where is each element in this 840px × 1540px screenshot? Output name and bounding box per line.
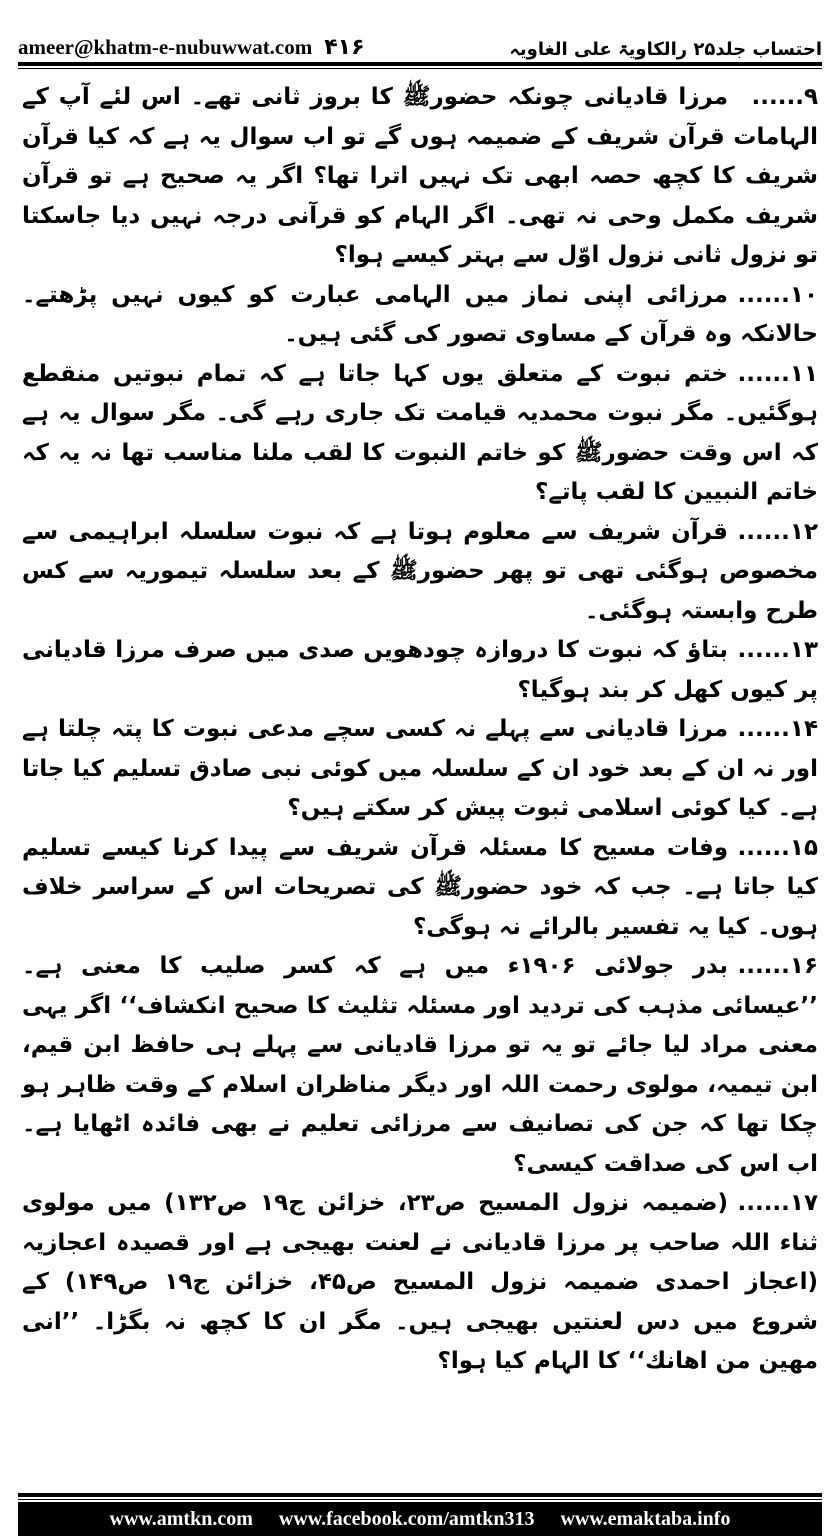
question-text: بتاؤ کہ نبوت کا دروازہ چودھویں صدی میں صرف مرزا قادیانی پر کیوں کھل کر بند ہوگیا؟ [22,637,818,703]
question-number: ۱۲...... [737,518,818,545]
page-footer [18,1502,822,1536]
footer-link-emaktaba[interactable]: www.emaktaba.info [560,1507,731,1530]
question-number: ۱۵...... [737,834,818,861]
question-number: ۱۰...... [737,281,818,308]
question-text: ختم نبوت کے متعلق یوں کہا جاتا ہے کہ تمام نبوتیں منقطع ہوگئیں۔ مگر نبوت محمدیہ قیامت تک جاری رہے گی۔ مگر سوال یہ ہے کہ اس وقت حضورﷺ کو خاتم النبوت کا لقب ملنا مناسب تھا نہ یہ کہ خاتم النبیین کا لقب پاتے؟ [22,360,818,505]
header-left [18,35,365,60]
footer-link-facebook[interactable]: www.facebook.com/amtkn313 [278,1507,535,1530]
question-text: مرزائی اپنی نماز میں الہامی عبارت کو کیوں نہیں پڑھتے۔ حالانکہ وہ قرآن کے مساوی تصور کی گئی ہیں۔ [22,281,818,347]
question-item [22,1184,818,1382]
question-text: قرآن شریف سے معلوم ہوتا ہے کہ نبوت سلسلہ ابراہیمی سے مخصوص ہوگئی تھی تو پھر حضورﷺ کے بعد سلسلہ تیموریہ سے کس طرح وابستہ ہوگئی۔ [22,518,818,624]
question-text: مرزا قادیانی سے پہلے نہ کسی سچے مدعی نبوت کا پتہ چلتا ہے اور نہ ان کے بعد خود ان کے سلسلہ میں کوئی نبی صادق تسلیم کیا جاتا ہے۔ کیا کوئی اسلامی ثبوت پیش کر سکتے ہیں؟ [22,716,818,821]
question-text: وفات مسیح کا مسئلہ قرآن شریف سے پیدا کرنا کیسے تسلیم کیا جاتا ہے۔ جب کہ خود حضورﷺ کی تصریحات اس کے سراسر خلاف ہوں۔ کیا یہ تفسیر بالرائے نہ ہوگی؟ [22,834,818,940]
header-email: ameer@khatm-e-nubuwwat.com [18,35,313,59]
question-number: ۹...... [751,84,818,110]
question-number: ۱۶...... [737,953,818,979]
question-text: (ضمیمہ نزول المسیح ص۲۳، خزائن ج۱۹ ص۱۳۲) میں مولوی ثناء اللہ صاحب پر مرزا قادیانی نے لعنت بھیجی ہے اور قصیدہ اعجازیہ (اعجاز احمدی ضمیمہ نزول المسیح ص۴۵، خزائن ج۱۹ ص۱۴۹) کے شروع میں دس لعنتیں بھیجی ہیں۔ مگر ان کا کچھ نہ بگڑا۔ ’’انی مهین من اهانك‘‘ کا الہام کیا ہوا؟ [22,1190,818,1374]
question-item [22,829,818,948]
question-item [22,276,818,355]
question-text: مرزا قادیانی چونکہ حضورﷺ کا بروز ثانی تھے۔ اس لئے آپ کے الہامات قرآن شریف کے ضمیمہ ہوں گے تو اب سوال یہ ہے کہ کیا قرآن شریف کا کچھ حصہ ابھی تک نہیں اترا تھا؟ اگر یہ صحیح ہے تو قرآن شریف مکمل وحی نہ تھی۔ اگر الہام کو قرآنی درجہ نہیں دیا جاسکتا تو نزول ثانی نزول اوّل سے بہتر کیسے ہوا؟ [22,84,818,268]
header-rule-thick [18,62,822,66]
book-title: احتساب جلد۲۵ رالکاویۃ علی الغاویہ [509,39,822,60]
page-number: ۴۱۶ [324,35,365,60]
question-number: ۱۳...... [737,637,818,663]
page-header [18,14,822,60]
question-item [22,631,818,710]
footer-link-amtkn[interactable]: www.amtkn.com [109,1507,253,1530]
page-body [22,78,818,1486]
footer-rule-thick [18,1493,822,1497]
question-text: بدر جولائی ۱۹۰۶ء میں ہے کہ کسر صلیب کا معنی ہے۔ ’’عیسائی مذہب کی تردید اور مسئلہ تثلیث کا صحیح انکشاف‘‘ اگر یہی معنی مراد لیا جائے تو یہ تو مرزا قادیانی سے پہلے ہی حافظ ابن قیم، ابن تیمیہ، مولوی رحمت اللہ اور دیگر مناظران اسلام کے وقت ظاہر ہو چکا تھا کہ جن کی تصانیف سے مرزائی تعلیم نے بھی فائدہ اٹھایا ہے۔ اب اس کی صداقت کیسی؟ [22,953,818,1177]
question-item [22,513,818,632]
footer-rule-thin [18,1499,822,1500]
question-number: ۱۷...... [737,1190,818,1216]
question-item [22,947,818,1184]
question-item [22,78,818,276]
question-item [22,355,818,513]
header-rule-thin [18,68,822,69]
question-item [22,710,818,829]
question-number: ۱۱...... [737,360,818,387]
question-number: ۱۴...... [737,716,818,742]
